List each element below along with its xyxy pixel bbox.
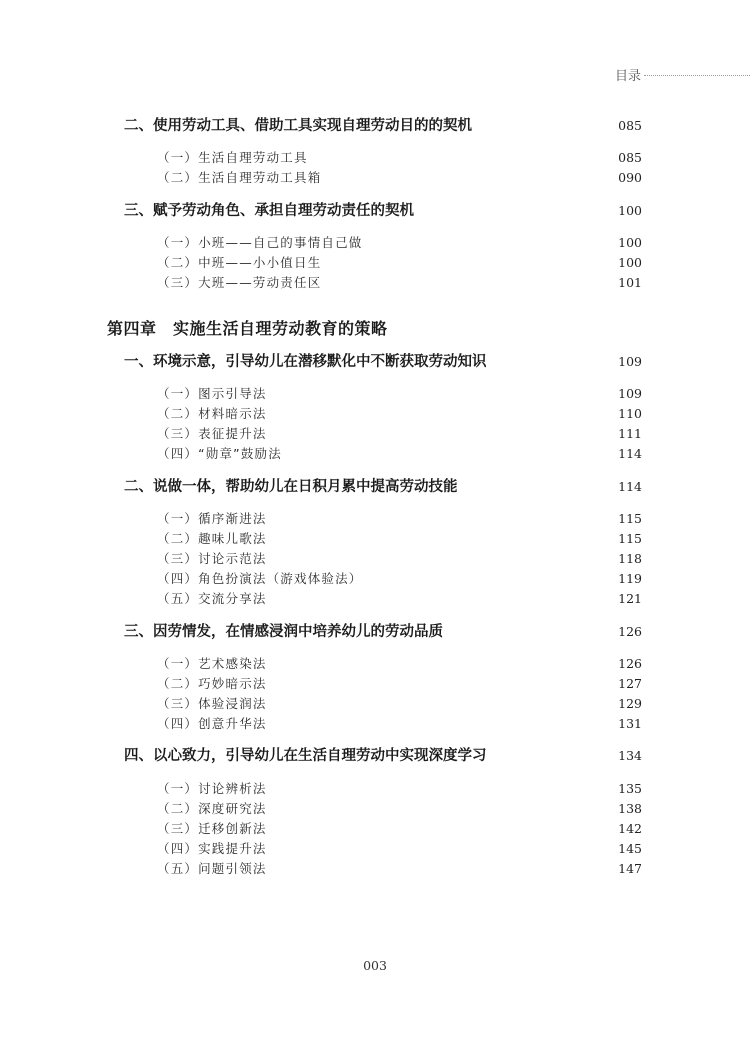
header-title: 目录 [615,68,642,84]
toc-entry-title: （三）迁移创新法 [157,821,267,836]
toc-subsection-entry[interactable] [0,654,750,674]
toc-entry-title: （三）讨论示范法 [157,551,267,566]
toc-subsection-entry[interactable] [0,694,750,714]
toc-entry-page: 100 [618,235,642,250]
toc-subsection-entry[interactable] [0,148,750,168]
toc-entry-page: 085 [618,118,642,133]
toc-subsection-entry[interactable] [0,799,750,819]
toc-section-entry[interactable] [0,352,750,372]
toc-entry-page: 085 [618,150,642,165]
toc-entry-page: 109 [618,386,642,401]
toc-entry-title: （二）趣味儿歌法 [157,531,267,546]
toc-subsection-entry[interactable] [0,233,750,253]
toc-entry-title: （一）讨论辨析法 [157,781,267,796]
header-dot-leader [644,75,750,76]
toc-entry-title: （四）“勋章”鼓励法 [157,446,282,461]
toc-entry-page: 121 [618,591,642,606]
toc-subsection-entry[interactable] [0,714,750,734]
toc-subsection-entry[interactable] [0,404,750,424]
toc-entry-page: 115 [618,511,642,526]
toc-entry-page: 147 [618,861,642,876]
toc-subsection-entry[interactable] [0,859,750,879]
toc-entry-page: 100 [618,203,642,218]
toc-entry-title: （二）中班——小小值日生 [157,255,322,270]
toc-subsection-entry[interactable] [0,384,750,404]
toc-entry-title: （一）艺术感染法 [157,656,267,671]
toc-entry-title: （五）问题引领法 [157,861,267,876]
toc-section-entry[interactable] [0,477,750,497]
toc-entry-page: 114 [618,446,642,461]
toc-entry-title: （四）创意升华法 [157,716,267,731]
page-number: 003 [363,958,387,973]
toc-entry-title: （二）材料暗示法 [157,406,267,421]
toc-section-entry[interactable] [0,201,750,221]
toc-chapter-entry[interactable] [0,319,750,339]
toc-subsection-entry[interactable] [0,424,750,444]
toc-entry-page: 115 [618,531,642,546]
toc-entry-page: 129 [618,696,642,711]
toc-entry-page: 119 [618,571,642,586]
toc-section-entry[interactable] [0,622,750,642]
toc-chapter-title: 第四章 实施生活自理劳动教育的策略 [107,319,388,338]
toc-subsection-entry[interactable] [0,168,750,188]
toc-entry-page: 135 [618,781,642,796]
toc-entry-title: 三、赋予劳动角色、承担自理劳动责任的契机 [124,203,414,219]
toc-subsection-entry[interactable] [0,253,750,273]
toc-entry-title: （一）图示引导法 [157,386,267,401]
toc-subsection-entry[interactable] [0,509,750,529]
toc-entry-page: 138 [618,801,642,816]
toc-subsection-entry[interactable] [0,444,750,464]
toc-subsection-entry[interactable] [0,549,750,569]
toc-subsection-entry[interactable] [0,273,750,293]
toc-subsection-entry[interactable] [0,819,750,839]
toc-entry-title: 三、因劳情发，在情感浸润中培养幼儿的劳动品质 [124,624,443,640]
toc-entry-page: 114 [618,479,642,494]
toc-entry-title: （一）生活自理劳动工具 [157,150,308,165]
toc-entry-page: 127 [618,676,642,691]
toc-subsection-entry[interactable] [0,569,750,589]
running-header [615,64,750,84]
toc-subsection-entry[interactable] [0,839,750,859]
toc-entry-page: 109 [618,354,642,369]
toc-entry-page: 126 [618,624,642,639]
toc-entry-page: 126 [618,656,642,671]
toc-subsection-entry[interactable] [0,674,750,694]
toc-entry-title: （二）巧妙暗示法 [157,676,267,691]
toc-entry-page: 111 [618,426,642,441]
toc-entry-title: （三）大班——劳动责任区 [157,275,322,290]
toc-subsection-entry[interactable] [0,589,750,609]
toc-subsection-entry[interactable] [0,529,750,549]
toc-subsection-entry[interactable] [0,779,750,799]
toc-entry-title: （三）体验浸润法 [157,696,267,711]
toc-entry-title: （二）生活自理劳动工具箱 [157,170,322,185]
toc-section-entry[interactable] [0,116,750,136]
toc-entry-page: 101 [618,275,642,290]
toc-entry-page: 142 [618,821,642,836]
toc-entry-title: （三）表征提升法 [157,426,267,441]
toc-entry-page: 134 [618,748,642,763]
toc-entry-title: （四）实践提升法 [157,841,267,856]
toc-entry-title: （五）交流分享法 [157,591,267,606]
toc-entry-page: 145 [618,841,642,856]
toc-entry-title: （四）角色扮演法（游戏体验法） [157,571,363,586]
toc-entry-title: （一）小班——自己的事情自己做 [157,235,363,250]
toc-entry-title: （二）深度研究法 [157,801,267,816]
toc-entry-page: 118 [618,551,642,566]
toc-entry-title: 二、说做一体，帮助幼儿在日积月累中提高劳动技能 [124,479,458,495]
toc-entry-title: 一、环境示意，引导幼儿在潜移默化中不断获取劳动知识 [124,354,487,370]
toc-entry-title: （一）循序渐进法 [157,511,267,526]
toc-entry-title: 四、以心致力，引导幼儿在生活自理劳动中实现深度学习 [124,748,487,764]
toc-entry-page: 131 [618,716,642,731]
toc-entry-page: 090 [618,170,642,185]
toc-entry-page: 110 [618,406,642,421]
toc-section-entry[interactable] [0,746,750,766]
toc-entry-page: 100 [618,255,642,270]
toc-entry-title: 二、使用劳动工具、借助工具实现自理劳动目的的契机 [124,118,472,134]
